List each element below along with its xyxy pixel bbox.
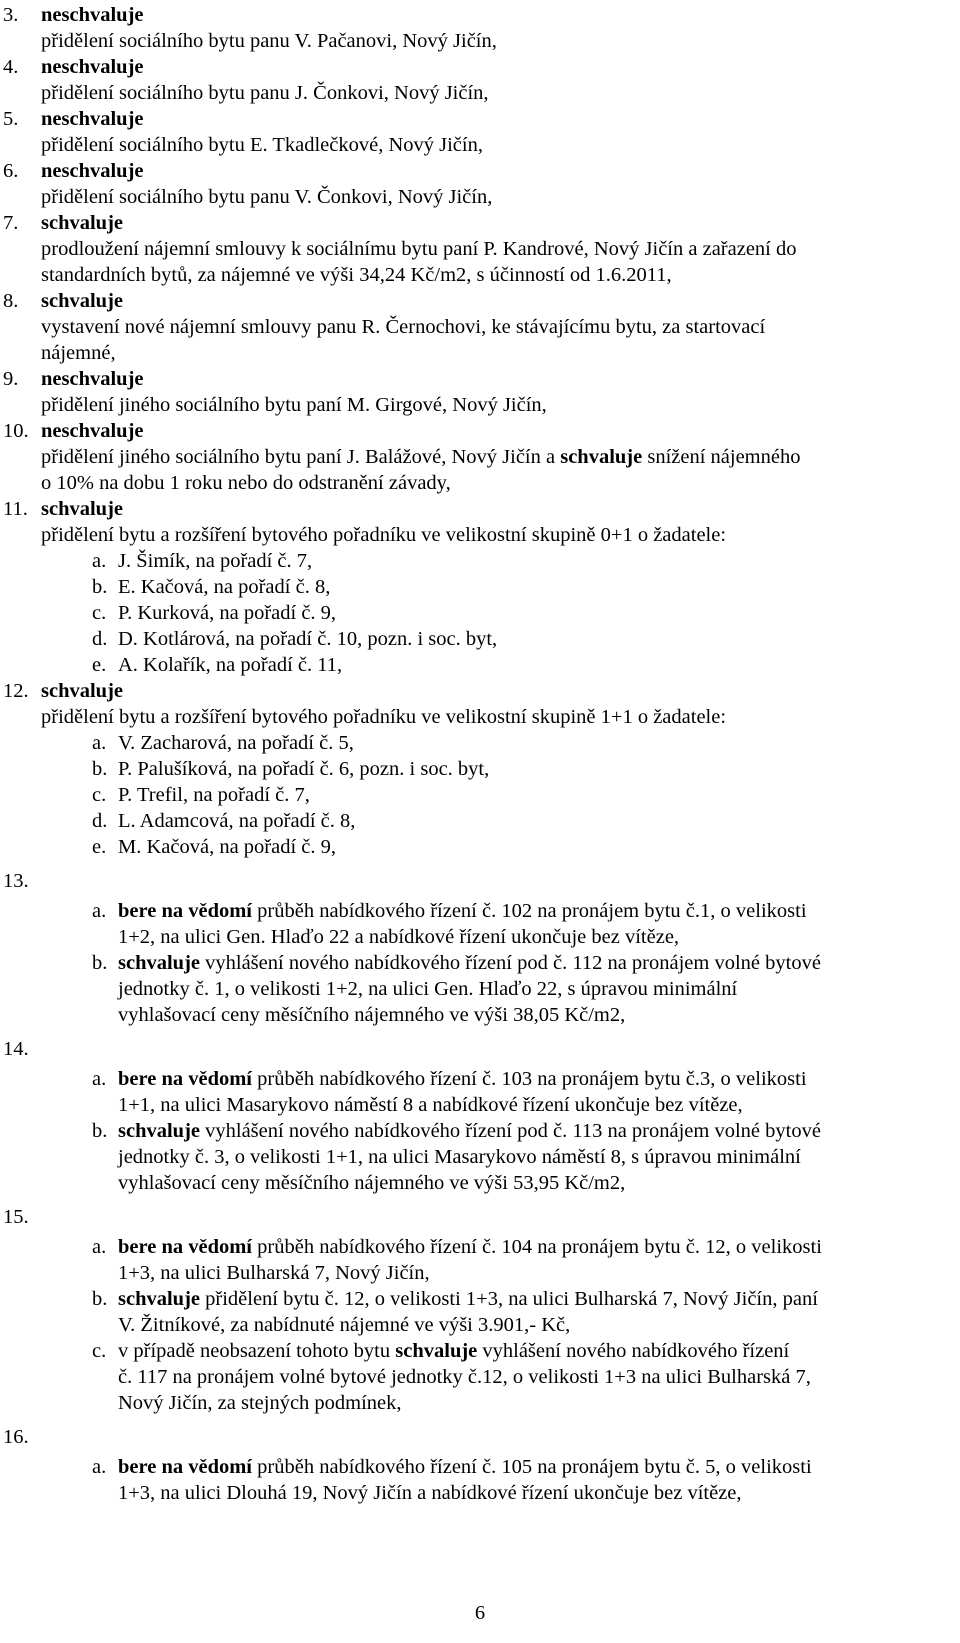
- item-number: 4.: [3, 56, 19, 78]
- item-number: c.: [92, 784, 107, 806]
- text-run: V. Žitníkové, za nabídnuté nájemné ve výši 3.901,- Kč,: [118, 1314, 571, 1336]
- text-line: [118, 548, 312, 574]
- text-run: 1+1, na ulici Masarykovo náměstí 8 a nabídkové řízení ukončuje bez vítěze,: [118, 1094, 743, 1116]
- text-line: [41, 470, 451, 496]
- text-run: J. Šimík, na pořadí č. 7,: [118, 550, 313, 572]
- resolution-verb: bere na vědomí: [118, 1236, 253, 1258]
- text-line: [41, 522, 726, 548]
- resolution-verb: schvaluje: [41, 498, 123, 520]
- text-line: [41, 28, 497, 54]
- resolution-verb: neschvaluje: [41, 108, 144, 130]
- text-line: [41, 210, 123, 236]
- text-line: [118, 808, 355, 834]
- text-line: [118, 1338, 789, 1364]
- text-line: [41, 418, 144, 444]
- item-number: a.: [92, 900, 107, 922]
- item-number: a.: [92, 1456, 107, 1478]
- item-number: d.: [92, 628, 108, 650]
- text-line: [118, 1002, 625, 1028]
- text-run: průběh nabídkového řízení č. 104 na pronájem bytu č. 12, o velikosti: [252, 1236, 822, 1258]
- text-run: P. Kurková, na pořadí č. 9,: [118, 602, 337, 624]
- text-run: jednotky č. 3, o velikosti 1+1, na ulici Masarykovo náměstí 8, s úpravou minimální: [118, 1146, 801, 1168]
- text-line: [41, 2, 144, 28]
- text-run: jednotky č. 1, o velikosti 1+2, na ulici Gen. Hlaďo 22, s úpravou minimální: [118, 978, 738, 1000]
- resolution-verb: neschvaluje: [41, 4, 144, 26]
- text-run: přidělení sociálního bytu E. Tkadlečkové, Nový Jičín,: [41, 134, 483, 156]
- item-number: 15.: [3, 1206, 29, 1228]
- text-line: [41, 106, 144, 132]
- item-number: e.: [92, 836, 107, 858]
- item-number: b.: [92, 576, 108, 598]
- text-line: [118, 1364, 811, 1390]
- text-line: [118, 924, 679, 950]
- text-run: vyhlášení nového nabídkového řízení pod č. 113 na pronájem volné bytové: [200, 1120, 821, 1142]
- text-line: [41, 158, 144, 184]
- resolution-verb: neschvaluje: [41, 420, 144, 442]
- text-line: [41, 704, 726, 730]
- text-line: [118, 1286, 818, 1312]
- text-run: Nový Jičín, za stejných podmínek,: [118, 1392, 402, 1414]
- resolution-verb: schvaluje: [395, 1340, 478, 1362]
- item-number: 10.: [3, 420, 29, 442]
- text-line: [118, 950, 821, 976]
- text-line: [118, 1170, 625, 1196]
- text-run: L. Adamcová, na pořadí č. 8,: [118, 810, 356, 832]
- item-number: b.: [92, 952, 108, 974]
- text-line: [118, 782, 310, 808]
- text-run: 1+3, na ulici Bulharská 7, Nový Jičín,: [118, 1262, 430, 1284]
- resolution-verb: schvaluje: [560, 446, 643, 468]
- text-line: [118, 756, 489, 782]
- text-run: vyhlášení nového nabídkového řízení: [477, 1340, 790, 1362]
- text-line: [118, 1092, 743, 1118]
- item-number: 12.: [3, 680, 29, 702]
- text-line: [118, 1260, 430, 1286]
- text-run: vyhlašovací ceny měsíčního nájemného ve výši 53,95 Kč/m2,: [118, 1172, 626, 1194]
- text-run: přidělení sociálního bytu panu V. Čonkovi, Nový Jičín,: [41, 186, 493, 208]
- text-run: o 10% na dobu 1 roku nebo do odstranění závady,: [41, 472, 451, 494]
- text-line: [118, 652, 342, 678]
- text-run: snížení nájemného: [642, 446, 801, 468]
- text-run: přidělení jiného sociálního bytu paní M. Girgové, Nový Jičín,: [41, 394, 547, 416]
- text-run: standardních bytů, za nájemné ve výši 34,24 Kč/m2, s účinností od 1.6.2011,: [41, 264, 672, 286]
- text-run: přidělení bytu a rozšíření bytového pořadníku ve velikostní skupině 1+1 o žadatele:: [41, 706, 727, 728]
- item-number: b.: [92, 1288, 108, 1310]
- item-number: a.: [92, 1068, 107, 1090]
- text-line: [41, 392, 547, 418]
- text-run: č. 117 na pronájem volné bytové jednotky č.12, o velikosti 1+3 na ulici Bulharská 7,: [118, 1366, 811, 1388]
- resolution-verb: schvaluje: [118, 1120, 200, 1142]
- text-line: [41, 262, 672, 288]
- text-run: přidělení bytu a rozšíření bytového pořadníku ve velikostní skupině 0+1 o žadatele:: [41, 524, 727, 546]
- text-line: [118, 898, 807, 924]
- resolution-verb: schvaluje: [41, 212, 123, 234]
- text-line: [118, 1118, 821, 1144]
- text-run: vystavení nové nájemní smlouvy panu R. Černochovi, ke stávajícímu bytu, za startovací: [41, 316, 766, 338]
- item-number: b.: [92, 758, 108, 780]
- text-run: V. Zacharová, na pořadí č. 5,: [118, 732, 354, 754]
- text-line: [41, 54, 144, 80]
- text-line: [118, 600, 336, 626]
- text-run: přidělení bytu č. 12, o velikosti 1+3, na ulici Bulharská 7, Nový Jičín, paní: [200, 1288, 818, 1310]
- text-run: M. Kačová, na pořadí č. 9,: [118, 836, 337, 858]
- text-run: 1+3, na ulici Dlouhá 19, Nový Jičín a nabídkové řízení ukončuje bez vítěze,: [118, 1482, 742, 1504]
- text-line: [118, 1144, 801, 1170]
- item-number: 5.: [3, 108, 19, 130]
- resolution-verb: schvaluje: [41, 290, 123, 312]
- item-number: 14.: [3, 1038, 29, 1060]
- resolution-verb: schvaluje: [118, 952, 200, 974]
- text-line: [41, 132, 483, 158]
- text-line: [41, 444, 800, 470]
- item-number: 11.: [3, 498, 28, 520]
- item-number: a.: [92, 1236, 107, 1258]
- resolution-verb: bere na vědomí: [118, 1456, 253, 1478]
- item-number: 16.: [3, 1426, 29, 1448]
- text-line: [41, 314, 765, 340]
- text-run: A. Kolařík, na pořadí č. 11,: [118, 654, 343, 676]
- text-line: [118, 976, 737, 1002]
- item-number: 8.: [3, 290, 19, 312]
- text-line: [118, 1480, 742, 1506]
- text-line: [118, 574, 330, 600]
- text-run: P. Trefil, na pořadí č. 7,: [118, 784, 310, 806]
- text-run: E. Kačová, na pořadí č. 8,: [118, 576, 331, 598]
- resolution-verb: schvaluje: [41, 680, 123, 702]
- text-run: P. Palušíková, na pořadí č. 6, pozn. i soc. byt,: [118, 758, 490, 780]
- resolution-verb: neschvaluje: [41, 56, 144, 78]
- text-line: [118, 1454, 812, 1480]
- text-line: [118, 626, 497, 652]
- text-line: [118, 730, 354, 756]
- text-run: přidělení sociálního bytu panu J. Čonkovi, Nový Jičín,: [41, 82, 489, 104]
- item-number: a.: [92, 550, 107, 572]
- item-number: 6.: [3, 160, 19, 182]
- text-run: přidělení jiného sociálního bytu paní J. Balážové, Nový Jičín a: [41, 446, 561, 468]
- item-number: c.: [92, 602, 107, 624]
- text-run: průběh nabídkového řízení č. 105 na pronájem bytu č. 5, o velikosti: [252, 1456, 812, 1478]
- resolution-verb: bere na vědomí: [118, 1068, 253, 1090]
- text-line: [41, 366, 144, 392]
- item-number: c.: [92, 1340, 107, 1362]
- text-run: průběh nabídkového řízení č. 103 na pronájem bytu č.3, o velikosti: [252, 1068, 807, 1090]
- item-number: 13.: [3, 870, 29, 892]
- text-run: vyhlášení nového nabídkového řízení pod č. 112 na pronájem volné bytové: [200, 952, 821, 974]
- resolution-verb: schvaluje: [118, 1288, 200, 1310]
- text-line: [41, 288, 123, 314]
- page-number: 6: [474, 1602, 486, 1624]
- text-run: 1+2, na ulici Gen. Hlaďo 22 a nabídkové řízení ukončuje bez vítěze,: [118, 926, 680, 948]
- item-number: b.: [92, 1120, 108, 1142]
- text-line: [41, 184, 492, 210]
- resolution-verb: neschvaluje: [41, 160, 144, 182]
- text-run: prodloužení nájemní smlouvy k sociálnímu bytu paní P. Kandrové, Nový Jičín a zařazení do: [41, 238, 797, 260]
- text-run: v případě neobsazení tohoto bytu: [118, 1340, 396, 1362]
- text-line: [118, 1312, 570, 1338]
- item-number: 3.: [3, 4, 19, 26]
- item-number: 9.: [3, 368, 19, 390]
- text-run: nájemné,: [41, 342, 116, 364]
- text-line: [118, 1066, 807, 1092]
- item-number: 7.: [3, 212, 19, 234]
- text-line: [41, 496, 123, 522]
- text-run: vyhlašovací ceny měsíčního nájemného ve výši 38,05 Kč/m2,: [118, 1004, 626, 1026]
- item-number: a.: [92, 732, 107, 754]
- text-line: [41, 236, 797, 262]
- text-run: D. Kotlárová, na pořadí č. 10, pozn. i soc. byt,: [118, 628, 498, 650]
- text-line: [41, 678, 123, 704]
- item-number: e.: [92, 654, 107, 676]
- resolution-verb: neschvaluje: [41, 368, 144, 390]
- text-run: průběh nabídkového řízení č. 102 na pronájem bytu č.1, o velikosti: [252, 900, 807, 922]
- text-line: [41, 340, 116, 366]
- text-line: [118, 834, 336, 860]
- item-number: d.: [92, 810, 108, 832]
- text-line: [41, 80, 489, 106]
- text-run: přidělení sociálního bytu panu V. Pačanovi, Nový Jičín,: [41, 30, 497, 52]
- text-line: [118, 1234, 822, 1260]
- text-line: [118, 1390, 402, 1416]
- resolution-verb: bere na vědomí: [118, 900, 253, 922]
